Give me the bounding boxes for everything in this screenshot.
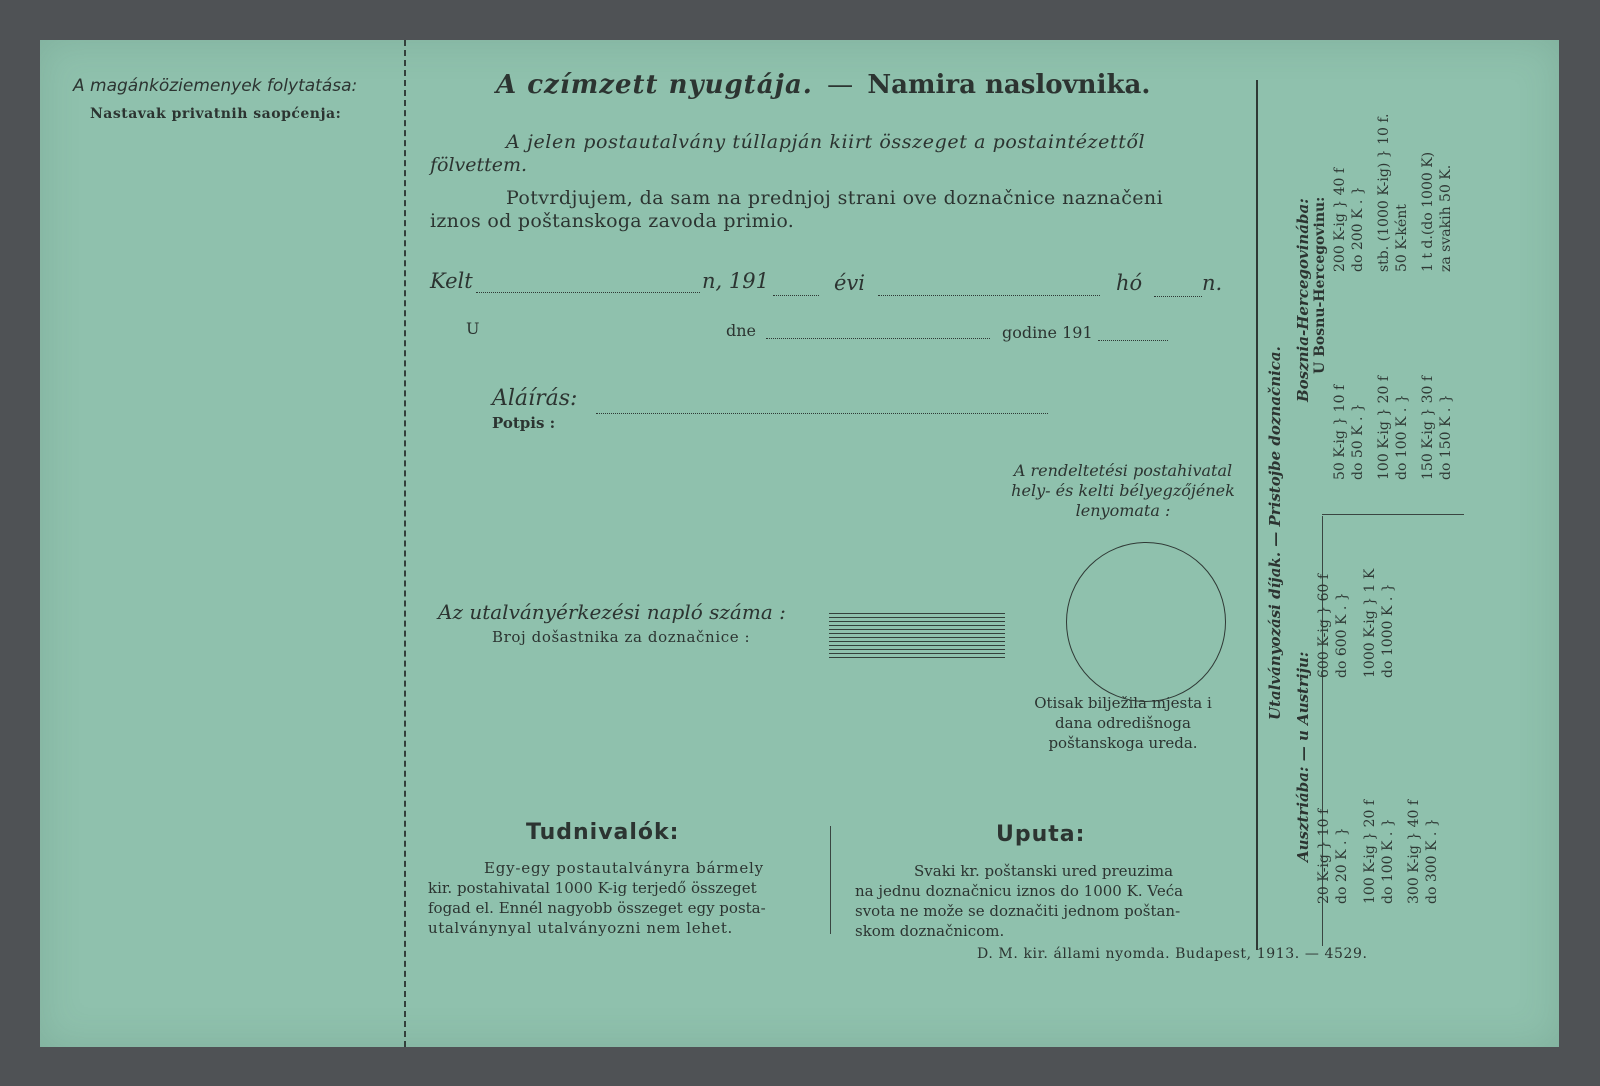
godine-label: godine 191 [1002,323,1093,342]
info-hu-line-2: kir. postahivatal 1000 K-ig terjedő összeget [428,879,757,897]
info-hr-line-4: skom doznačnicom. [855,922,1005,940]
fee-bosnia-row-11: 1 t d.(do 1000 K) [1420,151,1436,272]
receipt-text-hu-2: fölvettem. [430,154,528,176]
fee-bosnia-row-1: 50 K-ig } 10 f [1332,384,1348,480]
fee-austria-row-8: do 600 K . } [1334,592,1350,678]
month-field[interactable] [878,295,1100,296]
info-hr-line-3: svota ne može se doznačiti jednom poštan- [855,902,1181,920]
journal-label-hu: Az utalványérkezési napló száma : [438,600,786,624]
fee-bosnia-row-3: 100 K-ig } 20 f [1376,375,1392,480]
ho-label: hó [1116,271,1143,295]
journal-label-hr: Broj došastnika za doznačnice : [492,628,751,646]
fee-austria-row-10: do 1000 K . } [1380,583,1396,678]
left-panel-title: A magánköziemenyek folytatása: [73,76,358,96]
info-hu-line-4: utalványnyal utalványozni nem lehet. [428,919,733,937]
info-hu-line-3: fogad el. Ennél nagyobb összeget egy posta- [428,899,766,917]
fee-bosnia-row-12: za svakih 50 K. [1438,164,1454,272]
info-divider [830,826,831,934]
receipt-text-hr-1: Potvrdjujem, da sam na prednjoj strani ove doznačnice naznačeni [506,187,1164,209]
journal-number-box[interactable] [829,613,1005,661]
stamp-label-hr-3: poštanskoga ureda. [1048,734,1198,752]
fee-austria-row-4: do 100 K . } [1380,818,1396,904]
fee-austria-row-1: 20 K-ig } 10 f [1316,808,1332,904]
dne-label: dne [726,321,757,340]
receipt-text-hu-1: A jelen postautalvány túllapján kiirt összeget a postaintézettől [506,131,1146,153]
stamp-label-hr-2: dana odredišnoga [1055,714,1191,732]
left-panel-subtitle: Nastavak privatnih saopćenja: [90,106,342,122]
fee-bosnia-row-10: 50 K-ként [1394,204,1410,272]
fee-bosnia-row-4: do 100 K . } [1394,394,1410,480]
year-field[interactable] [773,295,819,296]
receipt-title [496,70,1150,100]
signature-field[interactable] [596,413,1048,414]
fee-bosnia-row-6: do 150 K . } [1438,394,1454,480]
fee-table-separator [1322,514,1464,515]
info-hr-line-1: Svaki kr. poštanski ured preuzima [914,862,1174,880]
title-dash: — [827,70,854,100]
money-order-card [40,40,1559,1047]
fee-heading-c: Bosznia-Hercegovinába: [1294,198,1312,402]
perforation-line [404,40,406,1047]
postmark-circle [1066,542,1226,702]
fee-bosnia-row-2: do 50 K . } [1350,403,1366,480]
receipt-title-hu: A czímzett nyugtája. [496,70,813,100]
fee-bosnia-row-9: stb. (1000 K-ig) } 10 f. [1376,113,1392,272]
godine-field[interactable] [1098,340,1168,341]
stamp-label-hr-1: Otisak bilježila mjesta i [1034,694,1212,712]
place-field[interactable] [476,292,700,293]
signature-label-hr: Potpis : [492,414,556,432]
signature-label-hu: Aláírás: [492,386,578,411]
info-hr-title: Uputa: [996,822,1086,847]
fee-bosnia-row-7: 200 K-ig } 40 f [1332,167,1348,272]
fee-table-border [1256,80,1258,950]
info-hr-line-2: na jednu doznačnicu iznos do 1000 K. Veća [855,882,1184,900]
printer-imprint: D. M. kir. állami nyomda. Budapest, 1913. — 4529. [977,946,1368,962]
fee-austria-row-7: 600 K-ig } 60 f [1316,573,1332,678]
fee-austria-row-9: 1000 K-ig } 1 K [1362,568,1378,678]
receipt-text-hr-2: iznos od poštanskoga zavoda primio. [430,210,795,232]
year-label: n, 191 [702,269,769,293]
receipt-title-hr: Namira naslovnika. [867,70,1151,100]
u-label: U [466,319,480,338]
stamp-label-hu-3: lenyomata : [1075,501,1171,520]
info-hu-line-1: Egy-egy postautalványra bármely [484,859,764,877]
dne-field[interactable] [766,338,990,339]
stamp-label-hu-1: A rendeltetési postahivatal [1013,461,1233,480]
fee-bosnia-row-5: 150 K-ig } 30 f [1420,375,1436,480]
evi-label: évi [834,271,866,295]
fee-austria-row-6: do 300 K . } [1424,818,1440,904]
fee-austria-row-5: 300 K-ig } 40 f [1406,799,1422,904]
fee-austria-row-3: 100 K-ig } 20 f [1362,799,1378,904]
fee-bosnia-row-8: do 200 K . } [1350,186,1366,272]
fee-austria-row-2: do 20 K . } [1334,827,1350,904]
stamp-label-hu-2: hely- és kelti bélyegzőjének [1011,481,1235,500]
n-label: n. [1202,271,1223,295]
day-field[interactable] [1154,296,1202,297]
fee-heading-b: Ausztriába: — u Austriju: [1294,651,1312,862]
info-hu-title: Tudnivalók: [526,820,680,845]
fee-heading-a: Utalványozási díjak. — Pristojbe doznačnica. [1266,346,1284,720]
kelt-label: Kelt [430,269,473,293]
fee-heading-d: U Bosnu-Hercegovinu: [1312,196,1328,374]
